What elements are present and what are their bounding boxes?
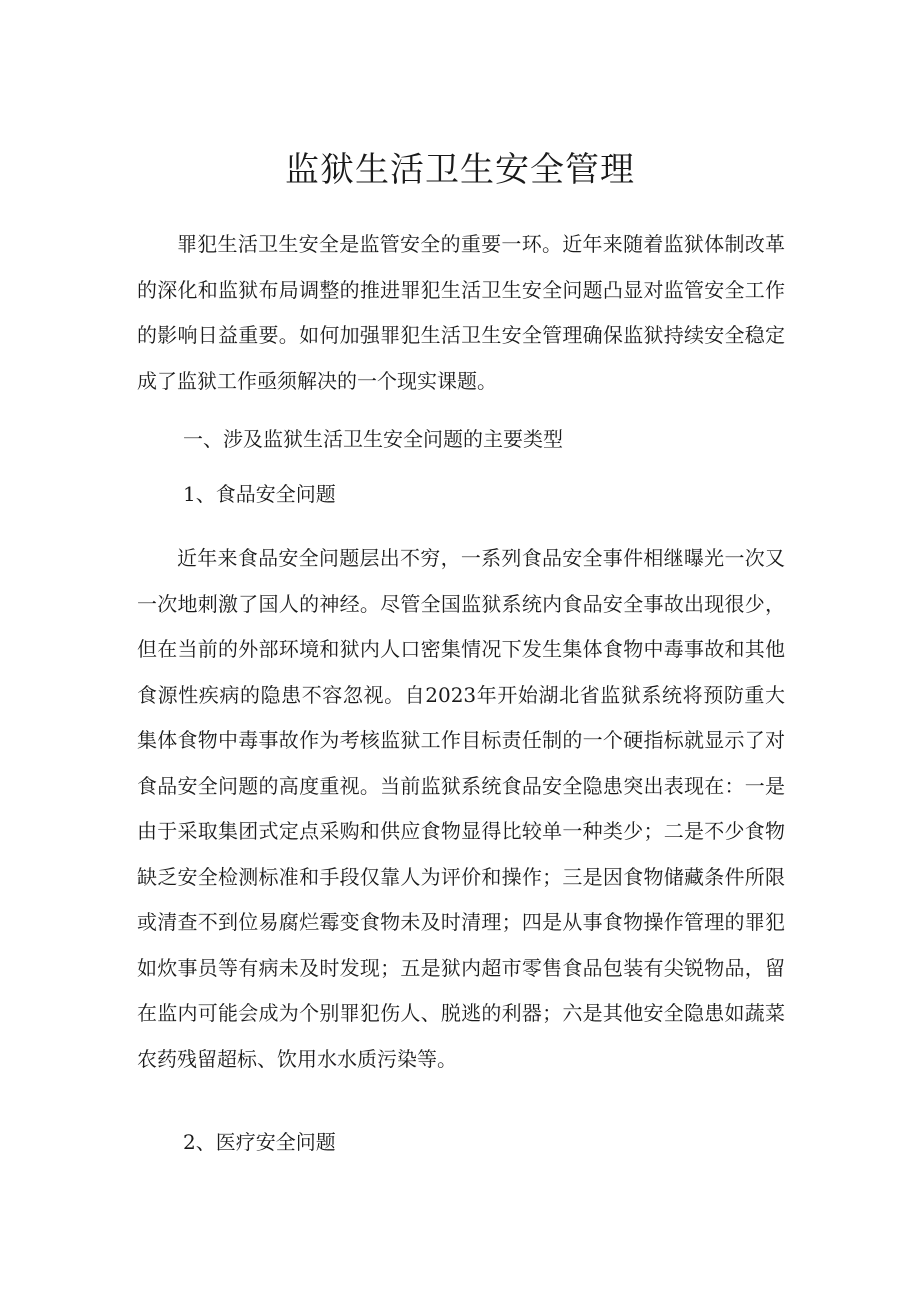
intro-paragraph: 罪犯生活卫生安全是监管安全的重要一环。近年来随着监狱体制改革的深化和监狱布局调整的推进罪犯生活卫生安全问题凸显对监管安全工作的影响日益重要。如何加强罪犯生活卫生安全管理确保监狱持续安全稳定成了监狱工作亟须解决的一个现实课题。 — [137, 232, 785, 393]
section-heading: 一、涉及监狱生活卫生安全问题的主要类型 — [183, 427, 563, 451]
subsection-medical-heading: 2、医疗安全问题 — [183, 1130, 336, 1154]
food-safety-paragraph: 近年来食品安全问题层出不穷，一系列食品安全事件相继曝光一次又一次地刺激了国人的神经。尽管全国监狱系统内食品安全事故出现很少，但在当前的外部环境和狱内人口密集情况下发生集体食物中毒事故和其他食源性疾病的隐患不容忽视。自2023年开始湖北省监狱系统将预防重大集体食物中毒事故作为考核监狱工作目标责任制的一个硬指标就显示了对食品安全问题的高度重视。当前监狱系统食品安全隐患突出表现在：一是由于采取集团式定点采购和供应食物显得比较单一种类少；二是不少食物缺乏安全检测标准和手段仅靠人为评价和操作；三是因食物储藏条件所限或清查不到位易腐烂霉变食物未及时清理；四是从事食物操作管理的罪犯如炊事员等有病未及时发现；五是狱内超市零售食品包装有尖锐物品，留在监内可能会成为个别罪犯伤人、脱逃的利器；六是其他安全隐患如蔬菜农药残留超标、饮用水水质污染等。 — [137, 546, 785, 1071]
subsection-food-heading: 1、食品安全问题 — [183, 482, 336, 506]
document-title: 监狱生活卫生安全管理 — [285, 150, 635, 190]
